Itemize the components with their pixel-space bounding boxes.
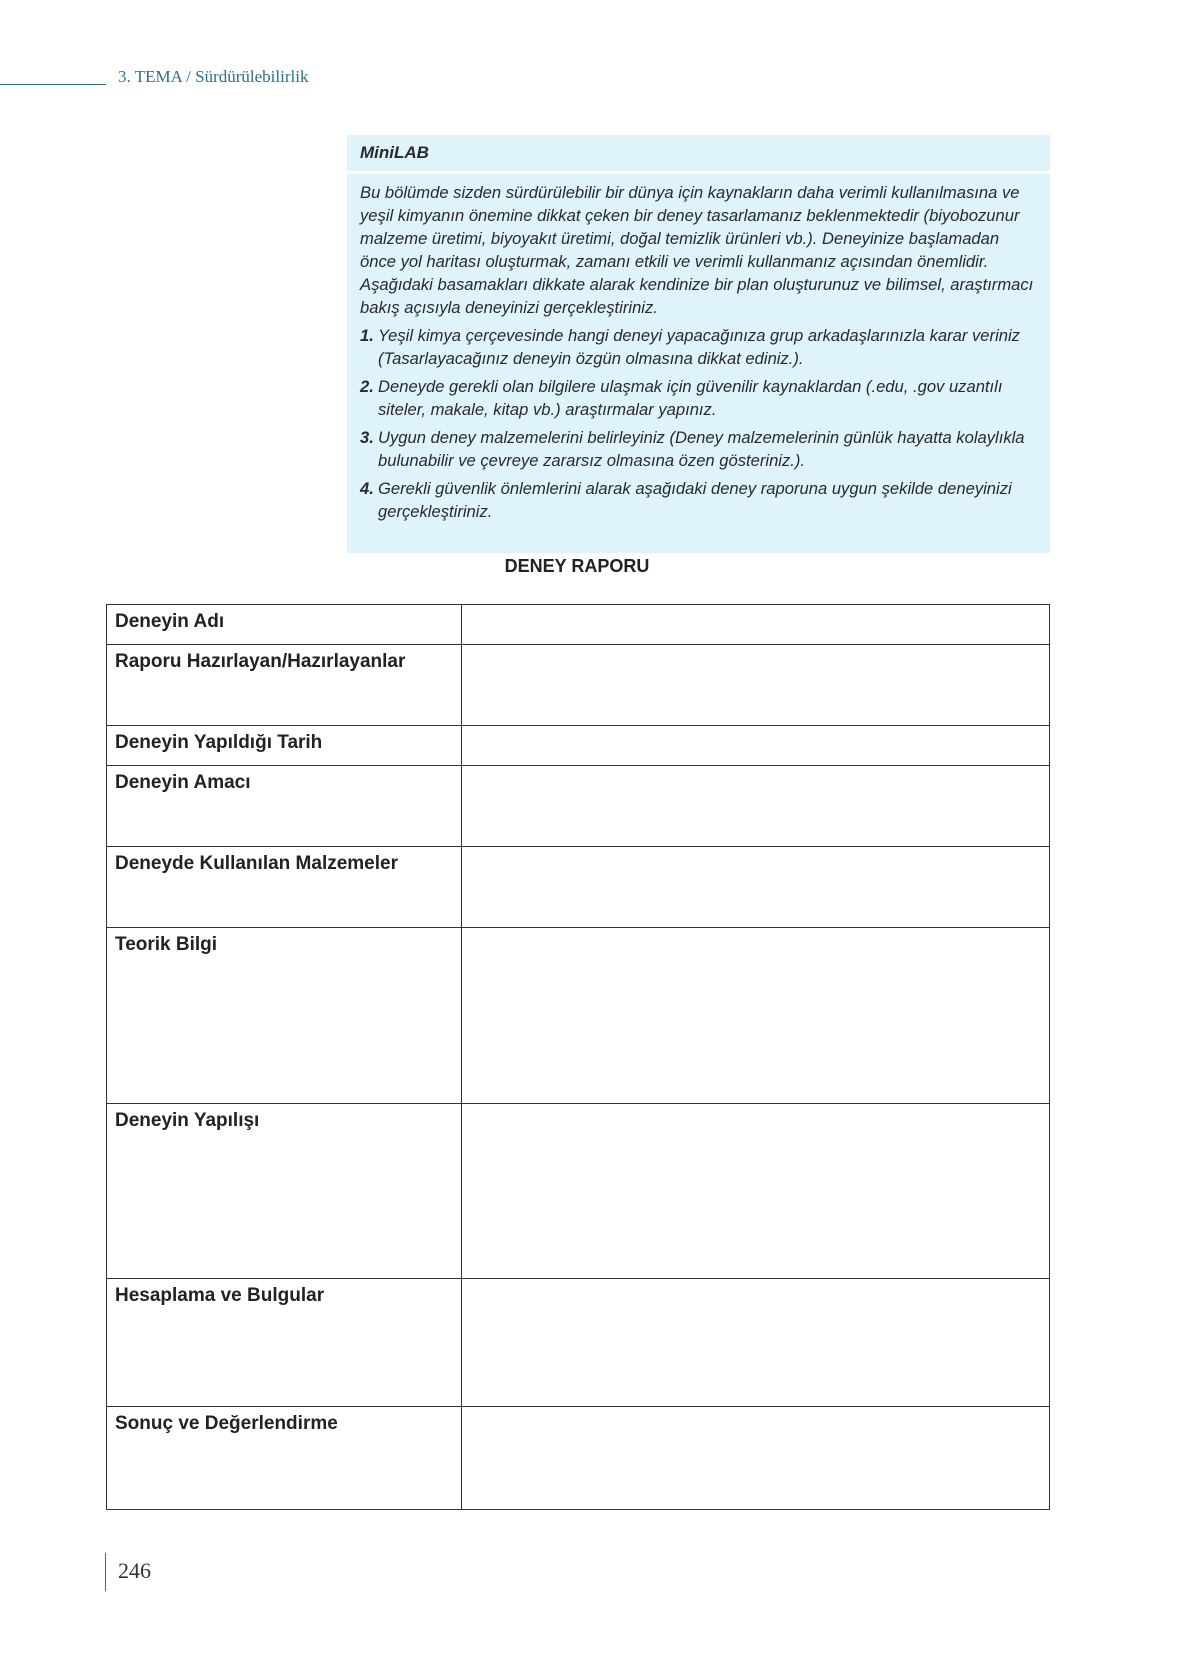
report-table [106,604,1050,1510]
step-number: 4. [360,479,374,498]
step-number: 3. [360,428,374,447]
row-value-cell[interactable] [462,1407,1050,1510]
row-value-cell[interactable] [462,1104,1050,1279]
row-label: Deneyin Yapılışı [107,1104,462,1279]
row-label: Deneyin Yapıldığı Tarih [107,726,462,766]
table-row [107,645,1050,726]
header-rule [0,84,106,85]
table-row [107,928,1050,1104]
table-row [107,766,1050,847]
table-row [107,847,1050,928]
row-value-cell[interactable] [462,1279,1050,1407]
table-row [107,1407,1050,1510]
minilab-step [360,477,1038,523]
step-text: Yeşil kimya çerçevesinde hangi deneyi yapacağınıza grup arkadaşlarınızla karar veriniz (Tasarlayacağınız deneyin özgün olmasına dikkat ediniz.). [378,326,1020,368]
step-number: 2. [360,377,374,396]
minilab-title-bar [347,135,1050,174]
row-value-cell[interactable] [462,645,1050,726]
minilab-box [347,135,1050,553]
row-label: Teorik Bilgi [107,928,462,1104]
row-value-cell[interactable] [462,847,1050,928]
running-header: 3. TEMA / Sürdürülebilirlik [118,67,309,86]
table-row [107,605,1050,645]
minilab-step [360,426,1038,472]
minilab-intro: Bu bölümde sizden sürdürülebilir bir dünya için kaynakların daha verimli kullanılmasına ve yeşil kimyanın önemine dikkat çeken bir deney tasarlamanız beklenmektedir (biyobozunur malzeme üretimi, biyoyakıt üretimi, doğal temizlik ürünleri vb.). Deneyinize başlamadan önce yol haritası oluşturmak, zamanı etkili ve verimli kullanmanız açısından önemlidir. Aşağıdaki basamakları dikkate alarak kendinize bir plan oluşturunuz ve bilimsel, araştırmacı bakış açısıyla deneyinizi gerçekleştiriniz. [360,183,1034,317]
row-value-cell[interactable] [462,766,1050,847]
minilab-step [360,375,1038,421]
minilab-title: MiniLAB [360,143,429,162]
table-row [107,1104,1050,1279]
minilab-body [347,174,1050,523]
minilab-steps [360,324,1038,523]
row-label: Deneyin Amacı [107,766,462,847]
row-value-cell[interactable] [462,726,1050,766]
row-label: Deneyde Kullanılan Malzemeler [107,847,462,928]
report-title: DENEY RAPORU [504,556,650,576]
row-label: Deneyin Adı [107,605,462,645]
minilab-step [360,324,1038,370]
page-number: 246 [118,1558,151,1583]
table-row [107,726,1050,766]
row-label: Raporu Hazırlayan/Hazırlayanlar [107,645,462,726]
step-text: Gerekli güvenlik önlemlerini alarak aşağıdaki deney raporuna uygun şekilde deneyinizi gerçekleştiriniz. [378,479,1012,521]
table-row [107,1279,1050,1407]
step-number: 1. [360,326,374,345]
row-value-cell[interactable] [462,928,1050,1104]
row-label: Hesaplama ve Bulgular [107,1279,462,1407]
step-text: Uygun deney malzemelerini belirleyiniz (Deney malzemelerinin günlük hayatta kolaylıkla bulunabilir ve çevreye zararsız olmasına özen gösteriniz.). [378,428,1025,470]
page-number-rule [105,1553,106,1591]
step-text: Deneyde gerekli olan bilgilere ulaşmak için güvenilir kaynaklardan (.edu, .gov uzantılı siteler, makale, kitap vb.) araştırmalar yapınız. [378,377,1003,419]
row-label: Sonuç ve Değerlendirme [107,1407,462,1510]
row-value-cell[interactable] [462,605,1050,645]
